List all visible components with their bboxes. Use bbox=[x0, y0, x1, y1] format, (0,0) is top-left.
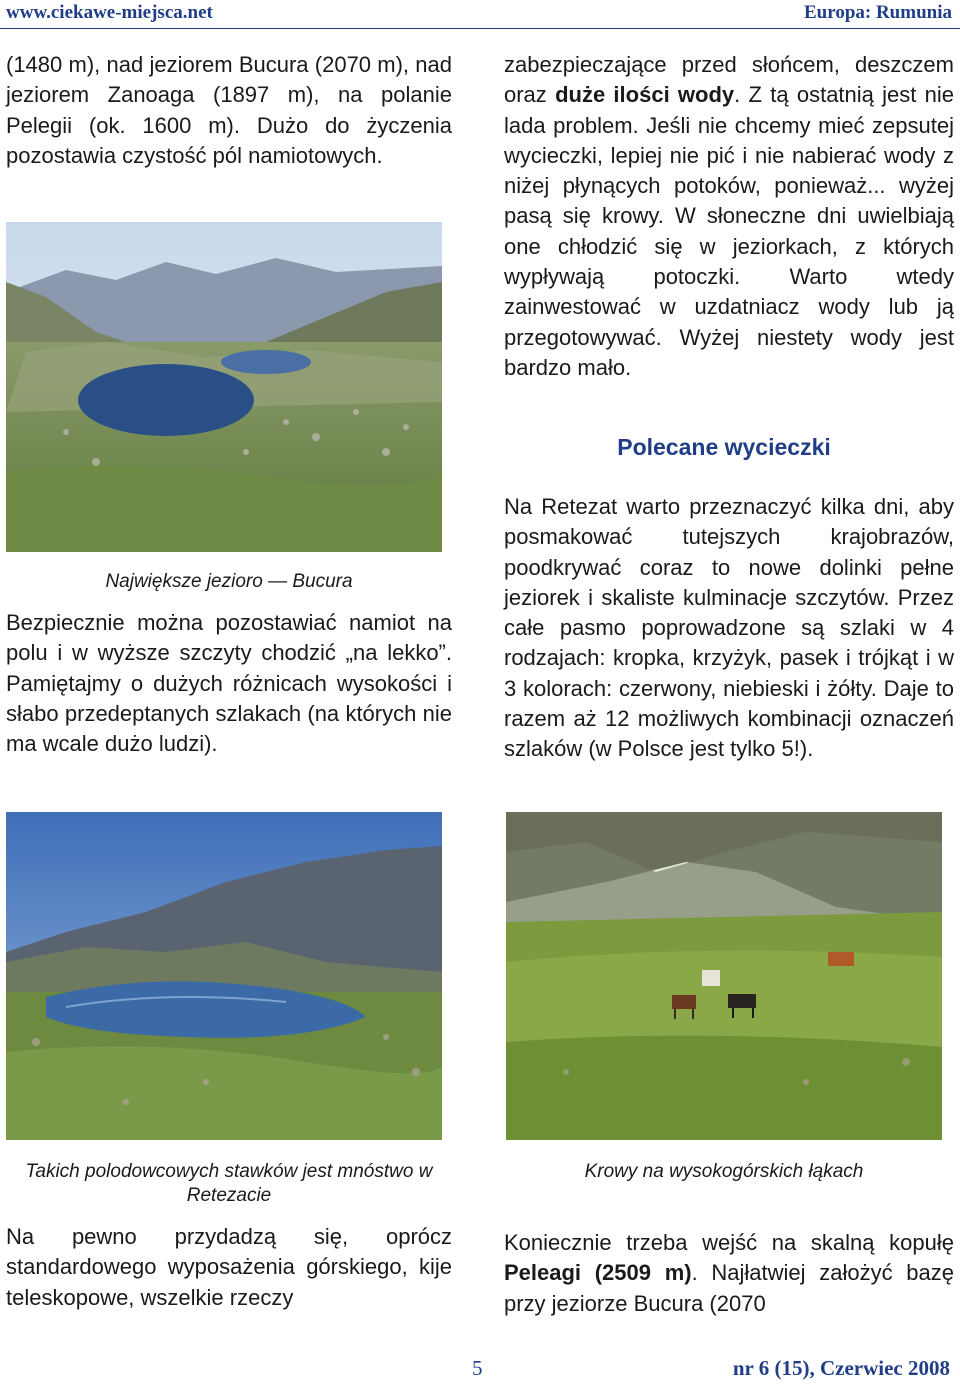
emphasis-water: duże ilości wody bbox=[555, 82, 735, 108]
right-paragraph-3-text-a: Koniecznie trzeba wejść na skalną kopułę bbox=[504, 1230, 954, 1255]
emphasis-peleaga: Peleagi (2509 m) bbox=[504, 1260, 692, 1286]
photo-glacial-ponds bbox=[6, 812, 442, 1140]
right-paragraph-3-text-b: . Najłatwiej założyć bazę przy jeziorze Bucura (2070 bbox=[504, 1260, 954, 1316]
site-link[interactable]: www.ciekawe-miejsca.net bbox=[6, 2, 213, 23]
right-paragraph-3 bbox=[504, 1228, 954, 1319]
left-paragraph-2: Bezpiecznie można pozostawiać namiot na polu i w wyższe szczyty chodzić „na lekko”. Pamiętajmy o dużych różnicach wysokości i słabo przedeptanych szlakach (na których nie ma wcale dużo ludzi). bbox=[6, 610, 452, 757]
header-rule bbox=[0, 28, 960, 29]
right-paragraph-1-text-a: zabezpieczające przed słońcem, deszczem oraz bbox=[504, 52, 954, 108]
photo-caption-bucura: Największe jezioro — Bucura bbox=[105, 571, 353, 592]
right-paragraph-1-text-b: . Z tą ostatnią jest nie lada problem. Jeśli nie chcemy mieć zepsutej wycieczki, lepiej nie pić i nie nabierać wody z niżej płynących potoków, ponieważ... wyżej pasą się krowy. W słoneczne dni uwielbiają one chłodzić się w jeziorkach, z których wypływają potoczki. Warto wtedy zainwestować w uzdatniacz wody lub ją przegotowywać. Wyżej niestety wody jest bardzo mało. bbox=[504, 82, 955, 380]
section-title: Polecane wycieczki bbox=[617, 434, 831, 460]
right-paragraph-2: Na Retezat warto przeznaczyć kilka dni, aby posmakować tutejszych krajobrazów, poodkrywać coraz to nowe dolinki pełne jeziorek i skaliste kulminacje szczytów. Przez całe pasmo poprowadzone są szlaki w 4 rodzajach: kropka, krzyżyk, pasek i trójkąt i w 3 kolorach: czerwony, niebieski i żółty. Daje to razem aż 12 możliwych kombinacji oznaczeń szlaków (w Polsce jest tylko 5!). bbox=[504, 494, 954, 762]
left-paragraph-1: (1480 m), nad jeziorem Bucura (2070 m), nad jeziorem Zanoaga (1897 m), na polanie Pelegii (ok. 1600 m). Dużo do życzenia pozostawia czystość pól namiotowych. bbox=[6, 52, 452, 168]
left-paragraph-3: Na pewno przydadzą się, oprócz standardowego wyposażenia górskiego, kije teleskopowe, wszelkie rzeczy bbox=[6, 1224, 452, 1310]
issue-label: nr 6 (15), Czerwiec 2008 bbox=[732, 1356, 950, 1380]
page-number: 5 bbox=[472, 1356, 483, 1380]
photo-bucura-lake bbox=[6, 222, 442, 552]
right-paragraph-1 bbox=[504, 50, 954, 383]
photo-caption-cows: Krowy na wysokogórskich łąkach bbox=[584, 1161, 864, 1182]
section-label: Europa: Rumunia bbox=[803, 2, 952, 23]
page-header bbox=[0, 0, 960, 34]
photo-cows-meadow bbox=[506, 812, 942, 1140]
photo-caption-ponds: Takich polodowcowych stawków jest mnóstwo w Retezacie bbox=[25, 1161, 433, 1206]
